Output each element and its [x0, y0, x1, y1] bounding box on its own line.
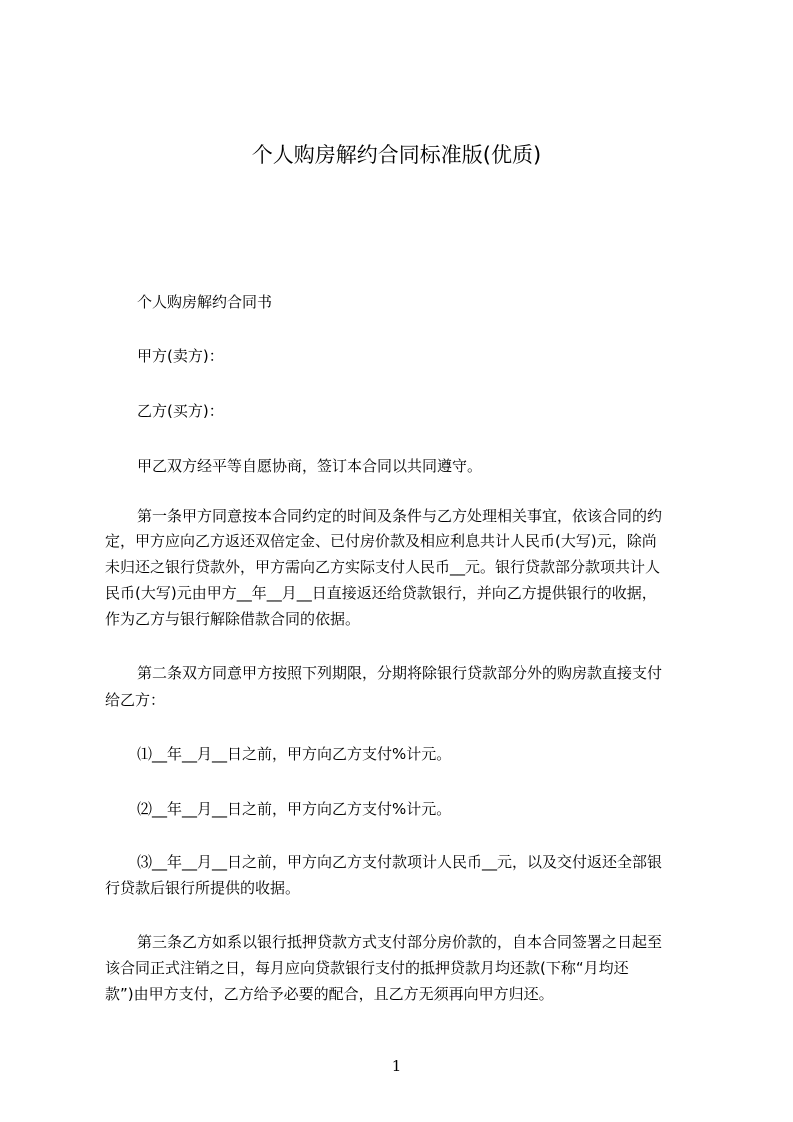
- article-3-line: 款”)由甲方支付，乙方给予必要的配合，且乙方无须再向甲方归还。: [105, 985, 554, 1003]
- article-1-line: 未归还之银行贷款外，甲方需向乙方实际支付人民币__元。银行贷款部分款项共计人: [105, 558, 661, 576]
- installment-item: 行贷款后银行所提供的收据。: [105, 879, 301, 897]
- article-3-line: 该合同正式注销之日，每月应向贷款银行支付的抵押贷款月均还款(下称“月均还: [105, 959, 629, 977]
- article-1-line: 作为乙方与银行解除借款合同的依据。: [105, 610, 361, 628]
- installment-item: ⑵__年__月__日之前，甲方向乙方支付%计元。: [137, 800, 452, 818]
- article-1-line: 第一条甲方同意按本合同约定的时间及条件与乙方处理相关事宜，依该合同的约: [137, 507, 663, 525]
- installment-item: ⑴__年__月__日之前，甲方向乙方支付%计元。: [137, 745, 452, 763]
- installment-item: ⑶__年__月__日之前，甲方向乙方支付款项计人民币__元，以及交付返还全部银: [137, 853, 663, 871]
- party-b-label: 乙方(买方)：: [137, 402, 224, 420]
- intro-paragraph: 甲乙双方经平等自愿协商，签订本合同以共同遵守。: [137, 457, 483, 475]
- article-1-line: 定，甲方应向乙方返还双倍定金、已付房价款及相应利息共计人民币(大写)元，除尚: [105, 532, 657, 550]
- article-3-line: 第三条乙方如系以银行抵押贷款方式支付部分房价款的，自本合同签署之日起至: [137, 933, 663, 951]
- article-2-line: 给乙方：: [105, 691, 166, 709]
- page-number: 1: [391, 1057, 402, 1075]
- article-2-line: 第二条双方同意甲方按照下列期限，分期将除银行贷款部分外的购房款直接支付: [137, 664, 663, 682]
- party-a-label: 甲方(卖方)：: [137, 347, 224, 365]
- article-1-line: 民币(大写)元由甲方__年__月__日直接返还给贷款银行，并向乙方提供银行的收据，: [105, 584, 657, 602]
- paragraph-heading: 个人购房解约合同书: [137, 293, 273, 311]
- document-title: 个人购房解约合同标准版(优质): [251, 143, 542, 167]
